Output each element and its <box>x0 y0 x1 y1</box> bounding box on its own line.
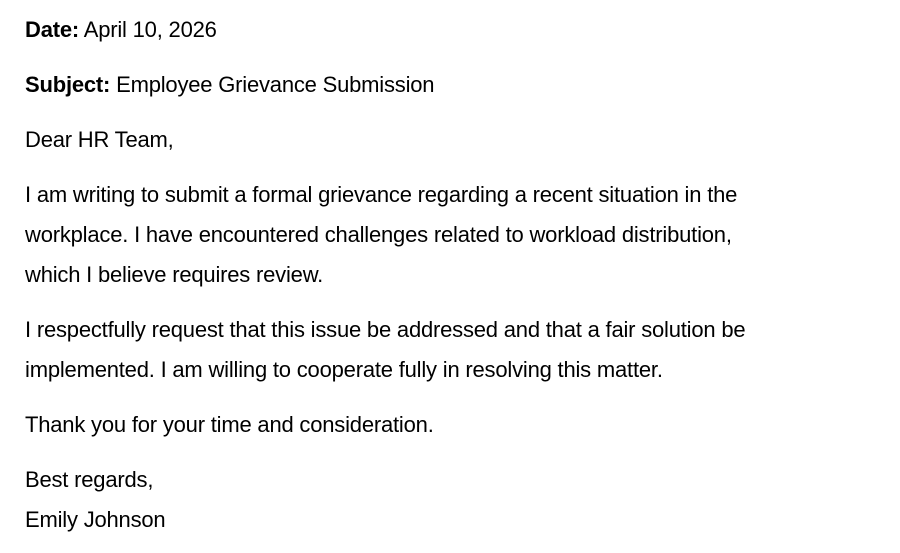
subject-line <box>25 65 882 105</box>
closing-text: Thank you for your time and consideration. <box>25 412 434 437</box>
closing-line <box>25 405 882 445</box>
signature-name: Emily Johnson <box>25 507 166 532</box>
paragraph2-line1: I respectfully request that this issue be addressed and that a fair solution be <box>25 317 746 342</box>
paragraph1-line2: workplace. I have encountered challenges related to workload distribution, <box>25 222 732 247</box>
date-value: April 10, 2026 <box>83 17 217 42</box>
salutation <box>25 120 882 160</box>
signature-block <box>25 460 882 540</box>
date-line <box>25 10 882 50</box>
paragraph1-line3: which I believe requires review. <box>25 262 324 287</box>
paragraph1-line1: I am writing to submit a formal grievance regarding a recent situation in the <box>25 182 738 207</box>
body-paragraph-2 <box>25 310 882 390</box>
subject-label: Subject: <box>25 72 111 97</box>
body-paragraph-1 <box>25 175 882 295</box>
signoff-text: Best regards, <box>25 467 154 492</box>
paragraph2-line2: implemented. I am willing to cooperate fully in resolving this matter. <box>25 357 663 382</box>
salutation-text: Dear HR Team, <box>25 127 174 152</box>
subject-value: Employee Grievance Submission <box>116 72 435 97</box>
date-label: Date: <box>25 17 80 42</box>
